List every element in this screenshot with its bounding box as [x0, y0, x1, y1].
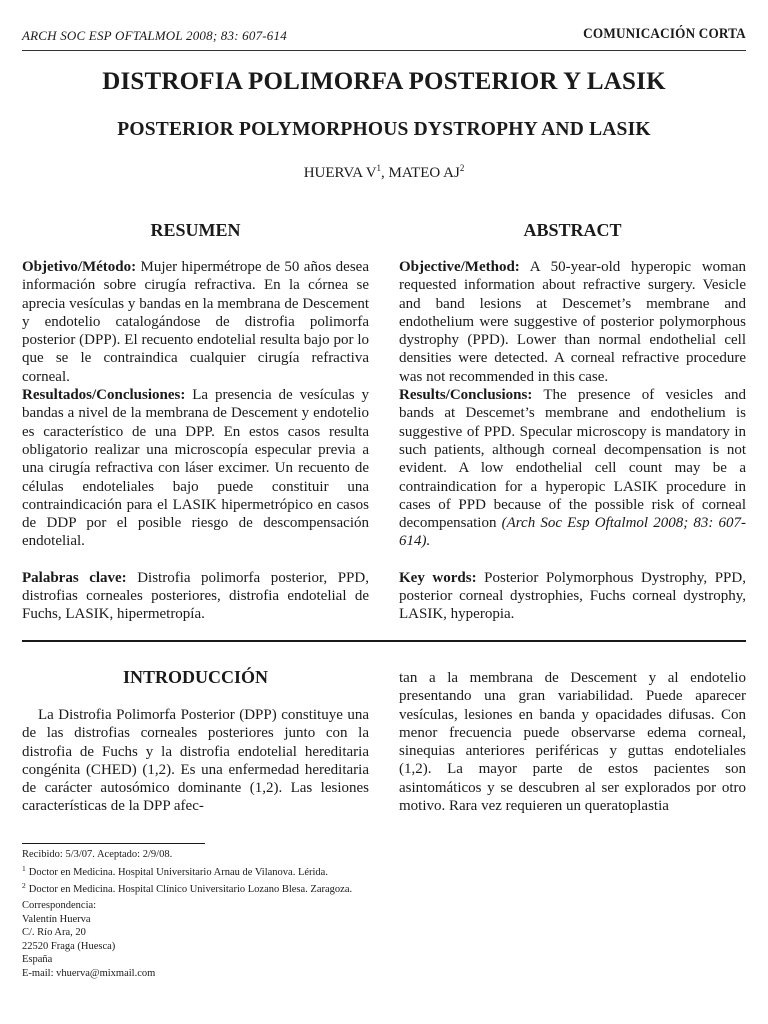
- resumen-objective-text: Mujer hipermétrope de 50 años desea información sobre cirugía refractiva. En la córnea se aprecia vesículas y bandas en la membrana de Descement y endotelio catalogándose de distrofia polimorfa posterior (DPP). El recuento endotelial resulta bajo por lo que se le contraindica cualquier cirugía refractiva corneal.: [22, 259, 369, 385]
- footnote-2: [22, 879, 352, 897]
- correspondence-city: 22520 Fraga (Huesca): [22, 940, 116, 952]
- abstract-results-text: The presence of vesicles and bands at Descemet’s membrane and endothelium is suggestive of PPD. Specular microscopy is mandatory in such patients, although corneal decompensation is not evident. A low endothelial cell count may be a contraindication for a hyperopic LASIK procedure in cases of PPD because of the possible risk of corneal decompensation: [399, 387, 746, 532]
- resumen-results: [22, 386, 369, 551]
- footnote-divider: [22, 843, 205, 844]
- footnote-1-mark: 1: [22, 863, 26, 873]
- section-type-label: COMUNICACIÓN CORTA: [583, 26, 746, 42]
- footnotes: [22, 848, 352, 897]
- running-head: [22, 26, 746, 48]
- introduccion-column-left: [22, 706, 369, 816]
- author-2-affiliation-mark: 2: [459, 163, 465, 173]
- resumen-column: [22, 258, 369, 624]
- footnote-1: [22, 862, 352, 880]
- abstract-results: [399, 386, 746, 551]
- resumen-results-label: Resultados/Conclusiones:: [22, 387, 186, 404]
- resumen-heading: RESUMEN: [150, 220, 241, 240]
- introduccion-paragraph: La Distrofia Polimorfa Posterior (DPP) constituye una de las distrofias corneales posteriores junto con la distrofia de Fuchs y la distrofia endotelial hereditaria congénita (CHED) (1,2). Es una enfermedad hereditaria de carácter autosómico dominante (1,2). Las lesiones características de la DPP afec-: [22, 707, 369, 815]
- title-spanish: DISTROFIA POLIMORFA POSTERIOR Y LASIK: [102, 68, 666, 95]
- journal-reference: ARCH SOC ESP OFTALMOL 2008; 83: 607-614: [22, 28, 287, 43]
- spacer: [22, 551, 369, 569]
- introduccion-paragraph-continued: tan a la membrana de Descement y al endotelio presentando una gran variabilidad. Puede aparecer vesículas, lesiones en banda y opacidades difusas. Con menor frecuencia puede observarse edema corneal, sinequias anteriores periféricas y guttas endoteliales (1,2). La mayor parte de estos pacientes son asintomáticos y se descubren al ser explorados por otro motivo. Rara vez requieren un queratoplastia: [399, 670, 746, 815]
- correspondence-street: C/. Río Ara, 20: [22, 927, 86, 938]
- author-1-affiliation-mark: 1: [376, 163, 382, 173]
- abstract-objective-label: Objective/Method:: [399, 259, 520, 275]
- correspondence-name: Valentín Huerva: [22, 913, 91, 925]
- resumen-objective: [22, 258, 369, 386]
- resumen-keywords: [22, 569, 369, 624]
- resumen-results-text: La presencia de vesículas y bandas a nivel de la membrana de Descement y endotelio es característico de una DPP. En estos casos resulta obligatorio realizar una microscopía especular previa a una cirugía refractiva con láser excimer. Un recuento de células endoteliales bajo puede constituir una contraindicación para el LASIK hipermetrópico en casos de DDP por el posible riesgo de descompensación endotelial.: [22, 387, 369, 550]
- correspondence-block: [22, 899, 155, 980]
- abstract-divider: [22, 640, 746, 642]
- footnote-1-text: Doctor en Medicina. Hospital Universitario Arnau de Vilanova. Lérida.: [28, 866, 328, 878]
- header-divider: [22, 50, 746, 51]
- spacer: [399, 551, 746, 569]
- resumen-keywords-label: Palabras clave:: [22, 569, 127, 586]
- author-1-name: HUERVA V: [303, 165, 377, 181]
- author-separator: ,: [381, 165, 389, 181]
- resumen-keywords-text: Distrofia polimorfa posterior, PPD, distrofias corneales posteriores, distrofia endotelial de Fuchs, LASIK, hipermetropía.: [22, 569, 369, 623]
- footnote-2-text: Doctor en Medicina. Hospital Clínico Universitario Lozano Blesa. Zaragoza.: [28, 884, 353, 895]
- correspondence-label: Correspondencia:: [22, 900, 97, 911]
- abstract-keywords-text: Posterior Polymorphous Dystrophy, PPD, posterior corneal dystrophies, Fuchs corneal dystrophy, LASIK, hyperopia.: [399, 569, 746, 623]
- abstract-objective-text: A 50-year-old hyperopic woman requested information about refractive surgery. Vesicle and band lesions at Descemet’s membrane and endothelium were suggestive of posterior polymorphous dystrophy (PPD). Lower than normal endothelial cell densities were detected. A corneal refractive procedure was not recommended in this case.: [399, 259, 746, 385]
- correspondence-email: E-mail: vhuerva@mixmail.com: [22, 967, 156, 979]
- author-2-name: MATEO AJ: [388, 165, 460, 181]
- author-line: [0, 163, 768, 182]
- abstract-citation: (Arch Soc Esp Oftalmol 2008; 83: 607-614).: [399, 515, 746, 550]
- received-accepted-dates: Recibido: 5/3/07. Aceptado: 2/9/08.: [22, 849, 173, 860]
- abstract-results-label: Results/Conclusions:: [399, 387, 533, 404]
- abstract-keywords: [399, 569, 746, 624]
- footnote-2-mark: 2: [22, 881, 26, 890]
- abstract-heading: ABSTRACT: [523, 220, 622, 240]
- abstract-keywords-label: Key words:: [399, 569, 477, 586]
- resumen-objective-label: Objetivo/Método:: [22, 259, 137, 275]
- introduccion-heading: INTRODUCCIÓN: [122, 667, 268, 687]
- abstract-objective: [399, 258, 746, 386]
- title-english: POSTERIOR POLYMORPHOUS DYSTROPHY AND LASIK: [117, 119, 651, 140]
- correspondence-country: España: [22, 954, 53, 965]
- introduccion-column-right: [399, 669, 746, 815]
- abstract-column: [399, 258, 746, 624]
